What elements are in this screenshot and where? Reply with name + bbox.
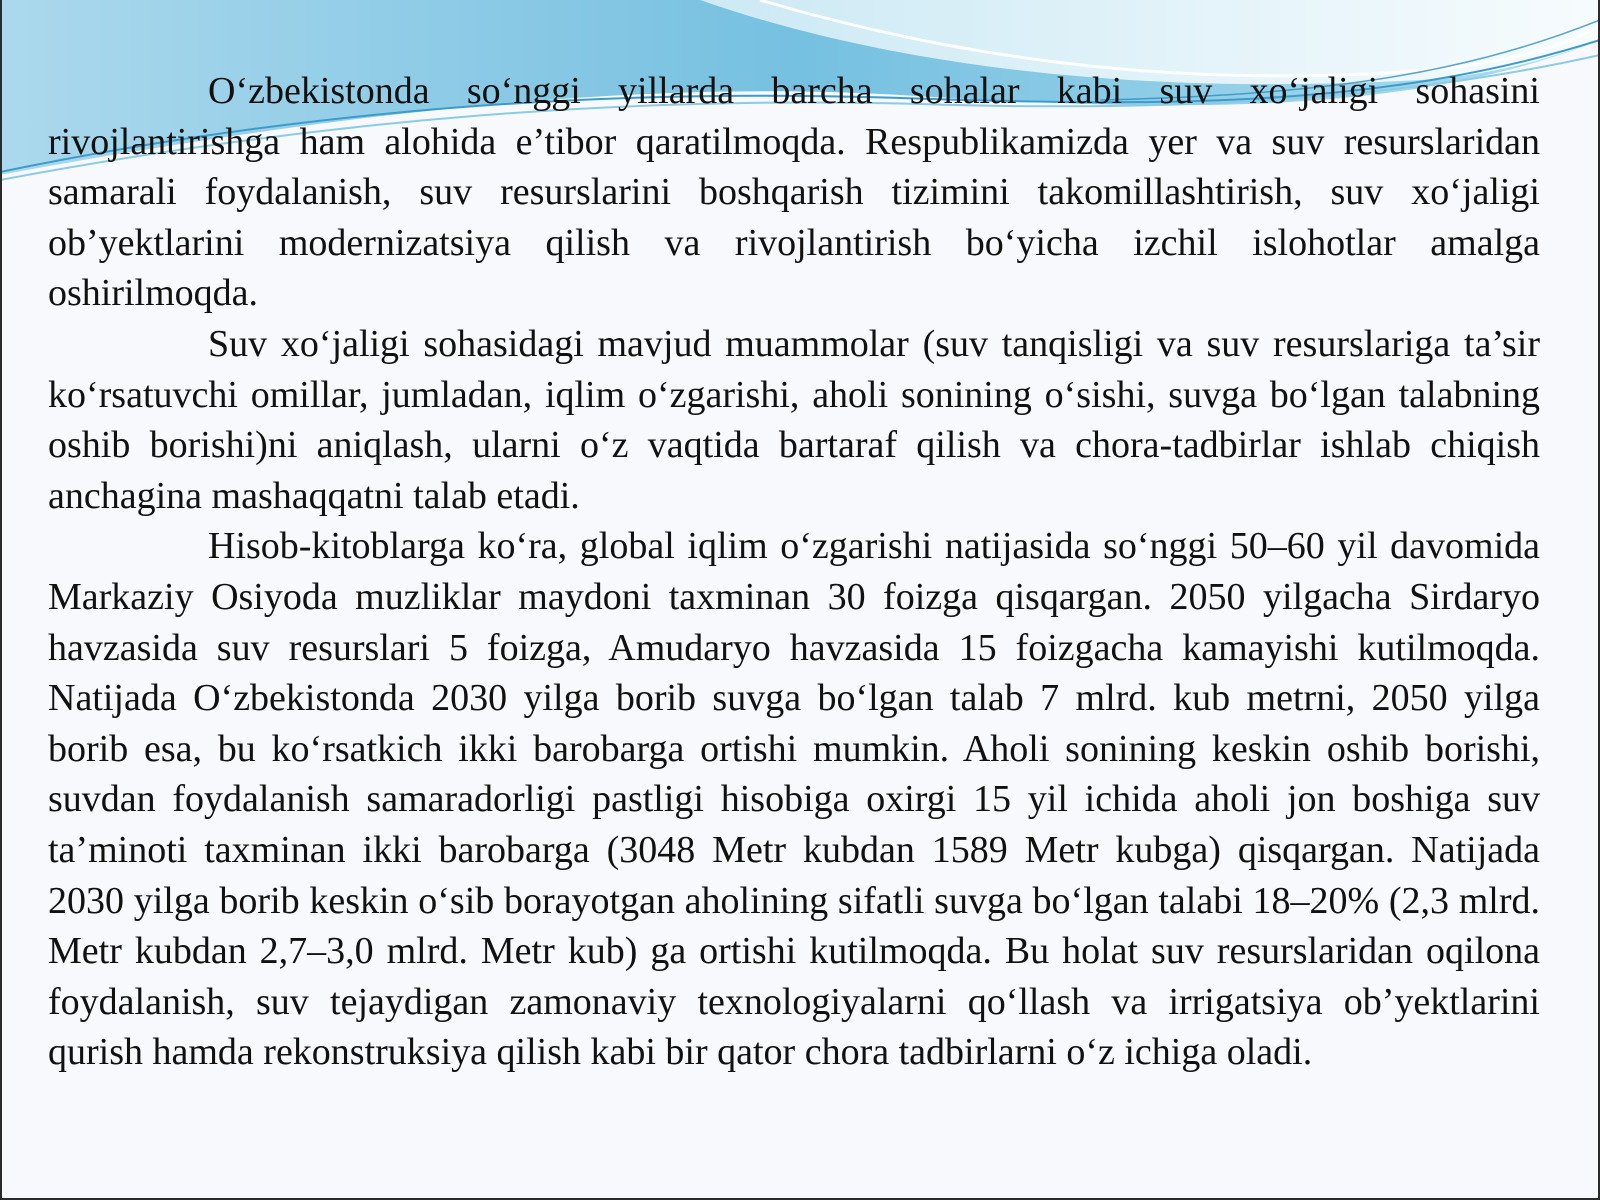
slide-body-text [48, 66, 1540, 1078]
paragraph-2: Suv xo‘jaligi sohasidagi mavjud muammolar (suv tanqisligi va suv resurslariga ta’sir ko‘rsatuvchi omillar, jumladan, iqlim o‘zgarishi, aholi sonining o‘sishi, suvga bo‘lgan talabning oshib borishi)ni aniqlash, ularni o‘z vaqtida bartaraf qilish va chora-tadbirlar ishlab chiqish anchagina mashaqqatni talab etadi. [48, 322, 1540, 517]
slide-border-left [0, 0, 2, 1200]
paragraph-3: Hisob-kitoblarga ko‘ra, global iqlim o‘zgarishi natijasida so‘nggi 50–60 yil davomida Markaziy Osiyoda muzliklar maydoni taxminan 30 foizga qisqargan. 2050 yilgacha Sirdaryo havzasida suv resurslari 5 foizga, Amudaryo havzasida 15 foizgacha kamayishi kutilmoqda. Natijada O‘zbekistonda 2030 yilga borib suvga bo‘lgan talab 7 mlrd. kub metrni, 2050 yilga borib esa, bu ko‘rsatkich ikki barobarga ortishi mumkin. Aholi sonining keskin oshib borishi, suvdan foydalanish samaradorligi pastligi hisobiga oxirgi 15 yil ichida aholi jon boshiga suv ta’minoti taxminan ikki barobarga (3048 Metr kubdan 1589 Metr kubga) qisqargan. Natijada 2030 yilga borib keskin o‘sib borayotgan aholining sifatli suvga bo‘lgan talabi 18–20% (2,3 mlrd. Metr kubdan 2,7–3,0 mlrd. Metr kub) ga ortishi kutilmoqda. Bu holat suv resurslaridan oqilona foydalanish, suv tejaydigan zamonaviy texnologiyalarni qo‘llash va irrigatsiya ob’yektlarini qurish hamda rekonstruksiya qilish kabi bir qator chora tadbirlarni o‘z ichiga oladi. [48, 525, 1540, 1074]
paragraph-1: O‘zbekistonda so‘nggi yillarda barcha sohalar kabi suv xo‘jaligi sohasini rivojlantirishga ham alohida e’tibor qaratilmoqda. Respublikamizda yer va suv resurslaridan samarali foydalanish, suv resurslarini boshqarish tizimini takomillashtirish, suv xo‘jaligi ob’yektlarini modernizatsiya qilish va rivojlantirish bo‘yicha izchil islohotlar amalga oshirilmoqda. [48, 70, 1540, 315]
